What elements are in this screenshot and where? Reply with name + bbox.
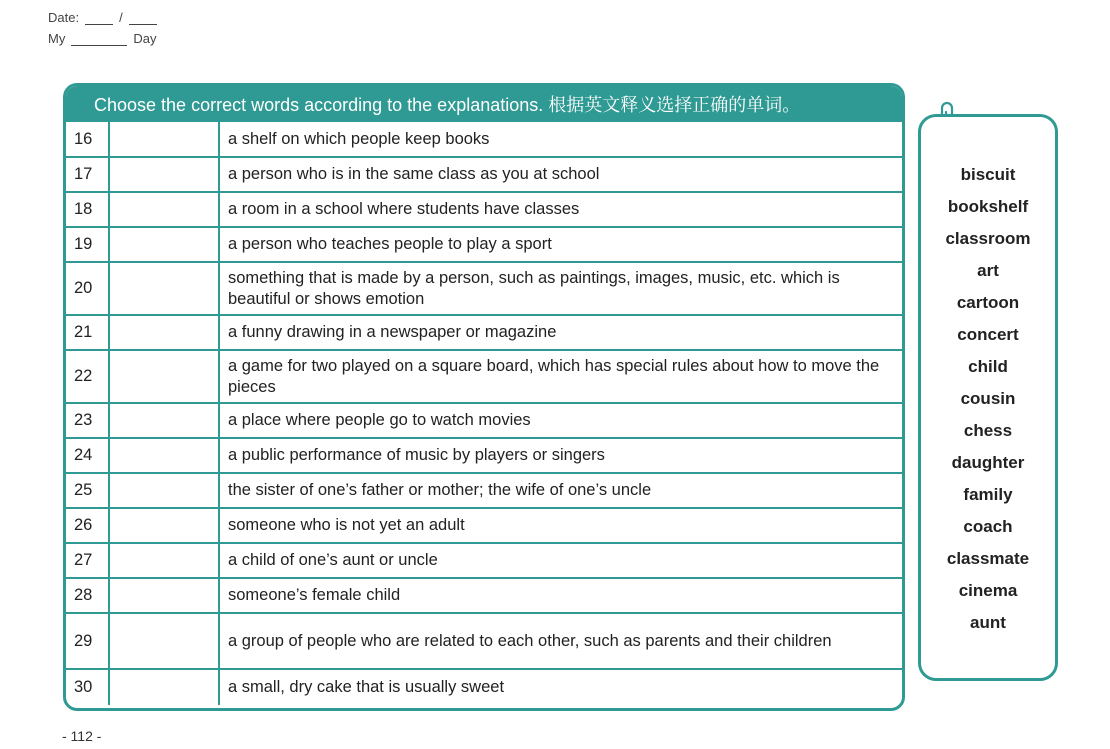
question-number: 21: [66, 315, 109, 350]
day-label: Day: [133, 31, 157, 46]
question-number: 17: [66, 157, 109, 192]
word-bank: [918, 114, 1058, 681]
answer-blank[interactable]: [109, 157, 219, 192]
word-bank-item: cousin: [960, 389, 1016, 408]
month-blank[interactable]: [85, 12, 113, 25]
day-blank[interactable]: [129, 12, 157, 25]
table-row: [66, 578, 902, 613]
question-number: 24: [66, 438, 109, 473]
definition-text: a shelf on which people keep books: [228, 129, 490, 148]
instructions-banner: Choose the correct words according to the explanations. 根据英文释义选择正确的单词。: [66, 86, 902, 122]
question-number: 29: [66, 613, 109, 669]
date-label: Date:: [48, 10, 80, 25]
question-number: 16: [66, 122, 109, 157]
word-bank-item: classroom: [945, 229, 1031, 248]
answer-blank[interactable]: [109, 578, 219, 613]
word-bank-item: art: [977, 261, 999, 280]
page-number: - 112 -: [62, 728, 102, 744]
definition-text: a person who is in the same class as you at school: [219, 157, 902, 192]
answer-blank[interactable]: [109, 122, 219, 157]
word-bank-item: child: [968, 357, 1008, 376]
table-row: [66, 350, 902, 403]
answer-blank[interactable]: [109, 473, 219, 508]
answer-blank[interactable]: [109, 350, 219, 403]
question-number: 19: [66, 227, 109, 262]
answer-blank[interactable]: [109, 613, 219, 669]
answer-blank[interactable]: [109, 403, 219, 438]
definition-text: someone who is not yet an adult: [219, 508, 902, 543]
word-bank-item: coach: [963, 517, 1013, 536]
answer-blank[interactable]: [109, 227, 219, 262]
question-number: 30: [66, 669, 109, 705]
word-bank-item: daughter: [951, 453, 1025, 472]
table-row: [66, 613, 902, 669]
word-bank-item: classmate: [946, 549, 1030, 568]
table-row: [66, 669, 902, 705]
question-number: 26: [66, 508, 109, 543]
word-bank-item: chess: [963, 421, 1013, 440]
date-line: [48, 10, 163, 25]
word-bank-item: cartoon: [956, 293, 1020, 312]
definitions-table: [66, 122, 902, 705]
table-row: [66, 157, 902, 192]
definition-text: a funny drawing in a newspaper or magazine: [219, 315, 902, 350]
my-day-line: [48, 31, 156, 46]
word-bank-item: family: [963, 485, 1013, 504]
word-bank-item: concert: [957, 325, 1019, 344]
table-row: [66, 473, 902, 508]
word-bank-item: biscuit: [960, 165, 1016, 184]
word-bank-item: aunt: [970, 613, 1006, 632]
definition-text: a small, dry cake that is usually sweet: [219, 669, 902, 705]
question-number: 25: [66, 473, 109, 508]
table-row: [66, 122, 902, 157]
question-number: 22: [66, 350, 109, 403]
answer-blank[interactable]: [109, 543, 219, 578]
word-bank-item: cinema: [958, 581, 1018, 600]
definition-text: a child of one’s aunt or uncle: [219, 543, 902, 578]
date-separator: /: [119, 10, 123, 25]
question-number: 20: [66, 262, 109, 315]
table-row: [66, 438, 902, 473]
question-number: 27: [66, 543, 109, 578]
table-row: [66, 315, 902, 350]
question-number: 23: [66, 403, 109, 438]
table-row: [66, 403, 902, 438]
table-row: [66, 262, 902, 315]
definition-text: a group of people who are related to each other, such as parents and their children: [219, 613, 902, 669]
table-row: [66, 543, 902, 578]
definition-text: a room in a school where students have classes: [219, 192, 902, 227]
my-label: My: [48, 31, 66, 46]
answer-blank[interactable]: [109, 192, 219, 227]
definition-text: a public performance of music by players or singers: [219, 438, 902, 473]
question-number: 18: [66, 192, 109, 227]
answer-blank[interactable]: [109, 315, 219, 350]
answer-blank[interactable]: [109, 438, 219, 473]
answer-blank[interactable]: [109, 669, 219, 705]
definition-text: something that is made by a person, such as paintings, images, music, etc. which is beautiful or shows emotion: [219, 262, 902, 315]
day-count-blank[interactable]: [71, 33, 127, 46]
table-row: [66, 508, 902, 543]
answer-blank[interactable]: [109, 508, 219, 543]
question-number: 28: [66, 578, 109, 613]
table-row: [66, 192, 902, 227]
definition-text: the sister of one’s father or mother; the wife of one’s uncle: [219, 473, 902, 508]
definition-text: a place where people go to watch movies: [219, 403, 902, 438]
table-row: [66, 227, 902, 262]
word-bank-item: bookshelf: [947, 197, 1029, 216]
answer-blank[interactable]: [109, 262, 219, 315]
definition-text: a person who teaches people to play a sport: [219, 227, 902, 262]
exercise-table: [63, 83, 905, 711]
definition-text: a game for two played on a square board, which has special rules about how to move the pieces: [219, 350, 902, 403]
definition-text: someone’s female child: [219, 578, 902, 613]
